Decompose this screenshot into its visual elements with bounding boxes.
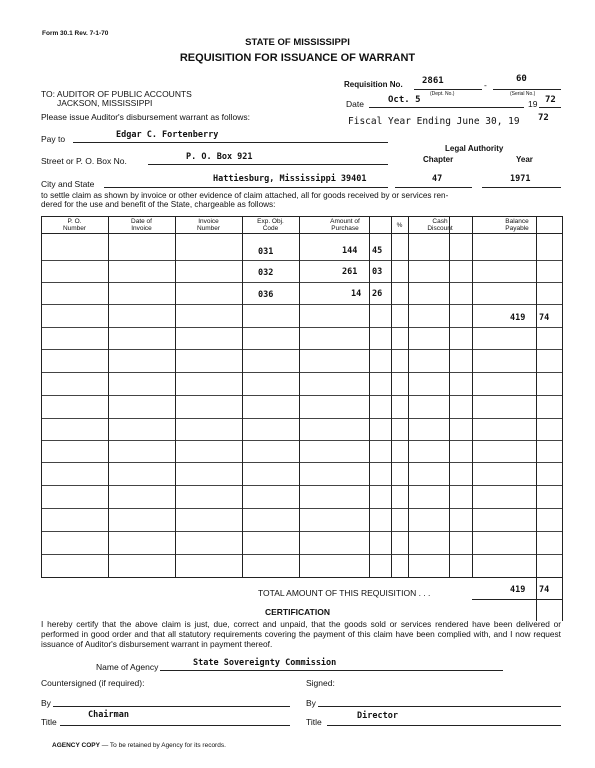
payee-name: Edgar C. Fortenberry [116, 130, 219, 140]
street-label: Street or P. O. Box No. [41, 156, 127, 166]
chapter-value: 47 [432, 174, 443, 184]
row2-dollars: 261 [342, 267, 358, 277]
row3-cents: 26 [372, 289, 383, 299]
agency-value: State Sovereignty Commission [193, 658, 337, 668]
fiscal-year-value: 72 [538, 113, 549, 123]
legal-authority-label: Legal Authority [445, 144, 504, 153]
settle-text-2: dered for the use and benefit of the State, chargeable as follows: [41, 200, 276, 209]
instruction-text: Please issue Auditor's disbursement warrant as follows: [41, 112, 251, 122]
dept-no-label: (Dept. No.) [430, 91, 455, 97]
dept-number: 2861 [422, 76, 444, 86]
row1-code: 031 [258, 247, 274, 257]
col-date-invoice: Date of Invoice [131, 218, 152, 232]
to-line-2: JACKSON, MISSISSIPPI [57, 98, 153, 108]
city-value: Hattiesburg, Mississippi 39401 [213, 174, 367, 184]
title-right-value: Director [357, 711, 398, 721]
col-po-number: P. O. Number [62, 218, 87, 232]
total-dollars: 419 [510, 585, 526, 595]
balance-cents: 74 [539, 313, 550, 323]
serial-number: 60 [516, 74, 527, 84]
balance-dollars: 419 [510, 313, 526, 323]
city-label: City and State [41, 179, 95, 189]
grid-header-line [41, 233, 562, 234]
col-amount: Amount of Purchase [330, 218, 360, 232]
agency-label: Name of Agency [96, 662, 159, 672]
street-value: P. O. Box 921 [186, 152, 253, 162]
serial-no-label: (Serial No.) [510, 91, 536, 97]
state-title: STATE OF MISSISSIPPI [245, 37, 350, 48]
settle-text-1: to settle claim as shown by invoice or other evidence of claim attached, all for goods received by or services ren- [41, 191, 449, 200]
document-title: REQUISITION FOR ISSUANCE OF WARRANT [179, 52, 416, 64]
to-line-1: TO: AUDITOR OF PUBLIC ACCOUNTS [41, 89, 192, 99]
row2-code: 032 [258, 268, 274, 278]
by-right-label: By [306, 698, 316, 708]
footer-note: AGENCY COPY — To be retained by Agency for its records. [52, 742, 226, 749]
by-left-label: By [41, 698, 51, 708]
col-balance: Balance Payable [505, 218, 529, 232]
certification-text: I hereby certify that the above claim is just, due, correct and unpaid, that the goods sold or services rendered have been delivered or performed in good order and that all statutory requirements covering the payment of this claim have been complied with, and I now request issuance of Auditor's disbursement warrant in payment thereof. [41, 619, 561, 649]
date-value: Oct. 5 [388, 95, 421, 105]
chapter-label: Chapter [423, 155, 454, 164]
col-percent: % [396, 222, 403, 229]
row3-dollars: 14 [351, 289, 362, 299]
row1-cents: 45 [372, 246, 383, 256]
countersigned-label: Countersigned (if required): [41, 678, 145, 688]
year-prefix: 19 [528, 99, 538, 109]
form-number: Form 30.1 Rev. 7-1-70 [42, 30, 109, 37]
row2-cents: 03 [372, 267, 383, 277]
col-exp-code: Exp. Obj. Code [257, 218, 284, 232]
year-label: Year [516, 155, 533, 164]
row1-dollars: 144 [342, 246, 358, 256]
title-left-value: Chairman [88, 710, 129, 720]
grid-top-line [41, 216, 562, 217]
col-cash-discount: Cash Discount [427, 218, 453, 232]
law-year-value: 1971 [510, 174, 531, 184]
pay-to-label: Pay to [41, 134, 66, 144]
title-right-label: Title [306, 717, 322, 727]
signed-label: Signed: [306, 678, 335, 688]
total-cents: 74 [539, 585, 550, 595]
fiscal-year-label: Fiscal Year Ending June 30, 19 [348, 116, 520, 127]
col-invoice-number: Invoice Number [196, 218, 221, 232]
title-left-label: Title [41, 717, 57, 727]
grid-bottom-line [41, 577, 562, 578]
year-value: 72 [545, 95, 556, 105]
total-label: TOTAL AMOUNT OF THIS REQUISITION . . . [258, 588, 431, 598]
dash: - [484, 80, 487, 90]
certification-title: CERTIFICATION [264, 607, 330, 617]
requisition-label: Requisition No. [344, 80, 403, 89]
date-label: Date [346, 99, 364, 109]
row3-code: 036 [258, 290, 274, 300]
